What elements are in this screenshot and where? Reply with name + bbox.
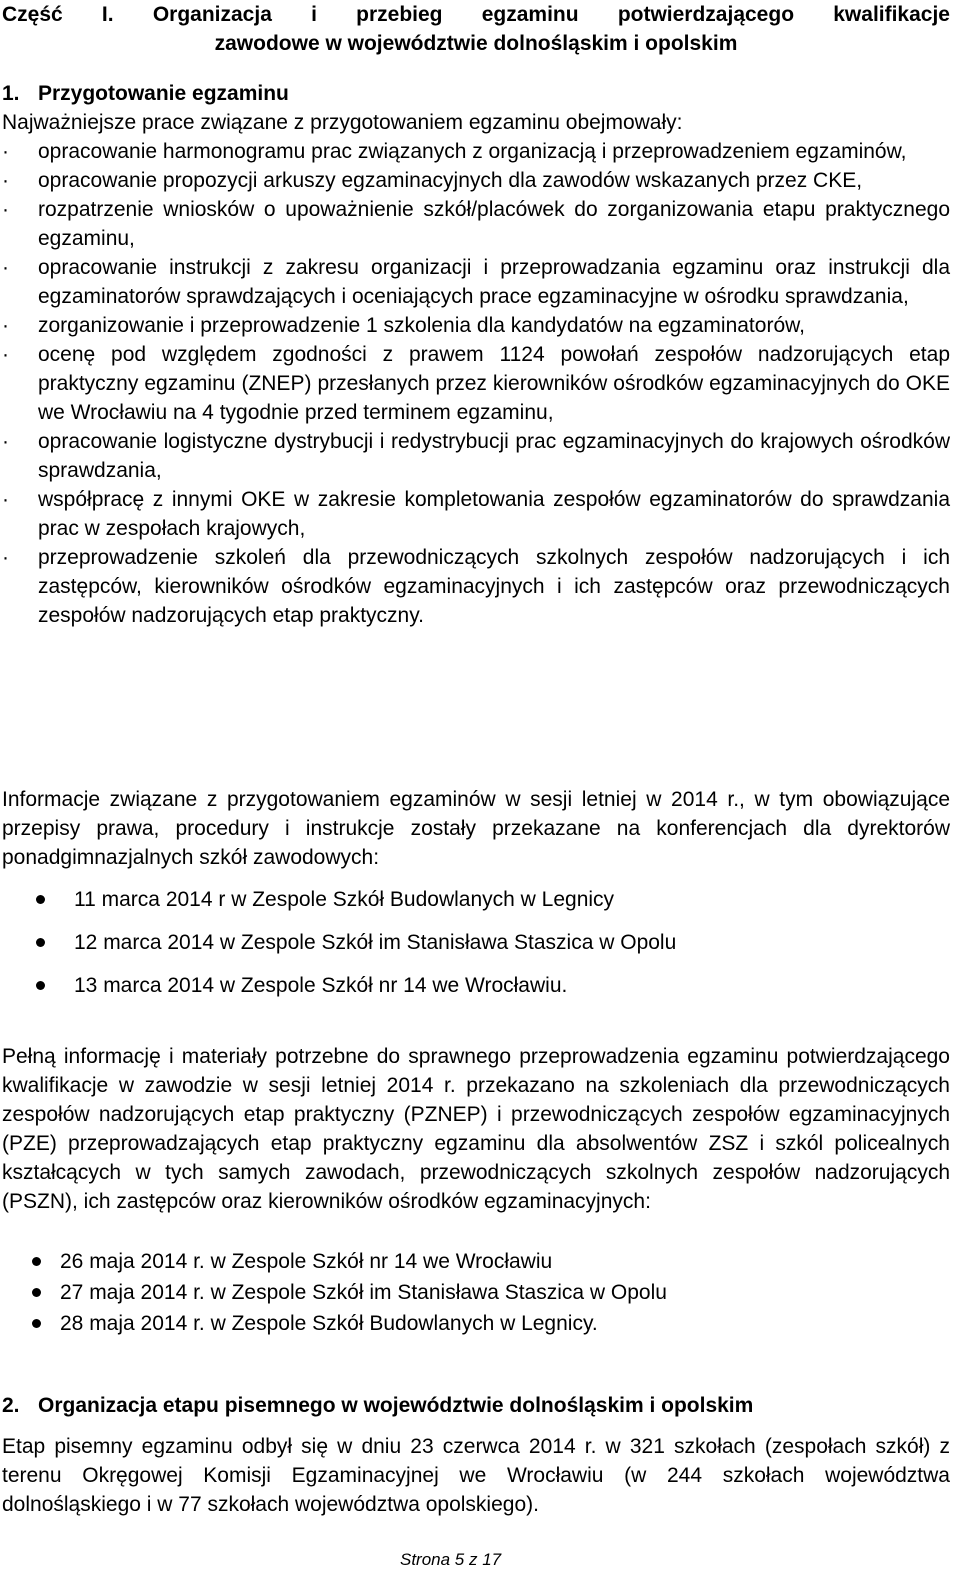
list-item: 28 maja 2014 r. w Zespole Szkół Budowlanych w Legnicy. bbox=[32, 1309, 667, 1338]
part-title-line-2: zawodowe w województwie dolnośląskim i opolskim bbox=[214, 32, 738, 55]
bullet-icon bbox=[32, 1288, 41, 1297]
list-item: · współpracę z innymi OKE w zakresie kompletowania zespołów egzaminatorów do sprawdzania prac w zespołach krajowych, bbox=[2, 485, 950, 543]
list-item: · rozpatrzenie wniosków o upoważnienie szkół/placówek do zorganizowania etapu praktycznego egzaminu, bbox=[2, 195, 950, 253]
training-list bbox=[32, 1247, 667, 1338]
list-marker: · bbox=[2, 140, 9, 163]
section-2-number: 2. bbox=[2, 1394, 20, 1417]
section-2-text: Etap pisemny egzaminu odbył się w dniu 23 czerwca 2014 r. w 321 szkołach (zespołach szkół) z terenu Okręgowej Komisji Egzaminacyjnej we Wrocławiu (w 244 szkołach województwa dolnośląskiego i w 77 szkołach województwa opolskiego). bbox=[2, 1435, 950, 1516]
list-item: · opracowanie harmonogramu prac związanych z organizacją i przeprowadzeniem egzaminów, bbox=[2, 137, 950, 166]
bullet-icon bbox=[36, 938, 45, 947]
list-marker: · bbox=[2, 169, 9, 192]
section-2-heading bbox=[2, 1391, 753, 1420]
list-item: · opracowanie instrukcji z zakresu organizacji i przeprowadzania egzaminu oraz instrukcji dla egzaminatorów sprawdzających i oceniających prace egzaminacyjne w ośrodku sprawdzania, bbox=[2, 253, 950, 311]
list-marker: · bbox=[2, 488, 9, 511]
section-2-title: Organizacja etapu pisemnego w województwie dolnośląskim i opolskim bbox=[38, 1394, 754, 1417]
list-marker: · bbox=[2, 314, 9, 337]
list-item: 12 marca 2014 w Zespole Szkół im Stanisława Staszica w Opolu bbox=[36, 928, 676, 957]
bullet-icon bbox=[32, 1319, 41, 1328]
list-marker: · bbox=[2, 198, 9, 221]
list-marker: · bbox=[2, 546, 9, 569]
part-title-line-1: Część I. Organizacja i przebieg egzaminu potwierdzającego kwalifikacje bbox=[2, 3, 950, 26]
list-item: · opracowanie propozycji arkuszy egzaminacyjnych dla zawodów wskazanych przez CKE, bbox=[2, 166, 950, 195]
preparation-task-list bbox=[2, 137, 950, 630]
bullet-icon bbox=[36, 981, 45, 990]
bullet-icon bbox=[36, 895, 45, 904]
list-item: 11 marca 2014 r w Zespole Szkół Budowlanych w Legnicy bbox=[36, 885, 676, 914]
page-number: Strona 5 z 17 bbox=[400, 1550, 502, 1569]
trainings-intro: Pełną informację i materiały potrzebne do sprawnego przeprowadzenia egzaminu potwierdzającego kwalifikacje w zawodzie w sesji letniej 2014 r. przekazano na szkoleniach dla przewodniczących zespołów nadzorujących etap praktyczny (PZNEP) i przewodniczących zespołów egzaminacyjnych (PZE) przeprowadzających etap praktyczny egzaminu dla absolwentów ZSZ i szkól policealnych kształcących w tych samych zawodach, przewodniczących szkolnych zespołów nadzorujących (PSZN), ich zastępców oraz kierowników ośrodków egzaminacyjnych: bbox=[2, 1045, 950, 1213]
list-marker: · bbox=[2, 430, 9, 453]
section-1-title: Przygotowanie egzaminu bbox=[38, 82, 289, 105]
list-item: · ocenę pod względem zgodności z prawem 1124 powołań zespołów nadzorujących etap praktyczny egzaminu (ZNEP) przesłanych przez kierowników ośrodków egzaminacyjnych do OKE we Wrocławiu na 4 tygodnie przed terminem egzaminu, bbox=[2, 340, 950, 427]
section-1-heading bbox=[2, 79, 289, 108]
section-1-number: 1. bbox=[2, 82, 20, 105]
bullet-icon bbox=[32, 1257, 41, 1266]
section-1-intro: Najważniejsze prace związane z przygotowaniem egzaminu obejmowały: bbox=[2, 111, 683, 134]
part-title bbox=[2, 0, 950, 58]
list-item: · zorganizowanie i przeprowadzenie 1 szkolenia dla kandydatów na egzaminatorów, bbox=[2, 311, 950, 340]
list-marker: · bbox=[2, 343, 9, 366]
list-item: 26 maja 2014 r. w Zespole Szkół nr 14 we Wrocławiu bbox=[32, 1247, 667, 1276]
list-item: · opracowanie logistyczne dystrybucji i redystrybucji prac egzaminacyjnych do krajowych ośrodków sprawdzania, bbox=[2, 427, 950, 485]
conference-list bbox=[36, 885, 676, 1000]
list-marker: · bbox=[2, 256, 9, 279]
conferences-intro: Informacje związane z przygotowaniem egzaminów w sesji letniej w 2014 r., w tym obowiązujące przepisy prawa, procedury i instrukcje zostały przekazane na konferencjach dla dyrektorów ponadgimnazjalnych szkół zawodowych: bbox=[2, 788, 950, 869]
list-item: 27 maja 2014 r. w Zespole Szkół im Stanisława Staszica w Opolu bbox=[32, 1278, 667, 1307]
list-item: · przeprowadzenie szkoleń dla przewodniczących szkolnych zespołów nadzorujących i ich zastępców, kierowników ośrodków egzaminacyjnych i ich zastępców oraz przewodniczących zespołów nadzorujących etap praktyczny. bbox=[2, 543, 950, 630]
list-item: 13 marca 2014 w Zespole Szkół nr 14 we Wrocławiu. bbox=[36, 971, 676, 1000]
